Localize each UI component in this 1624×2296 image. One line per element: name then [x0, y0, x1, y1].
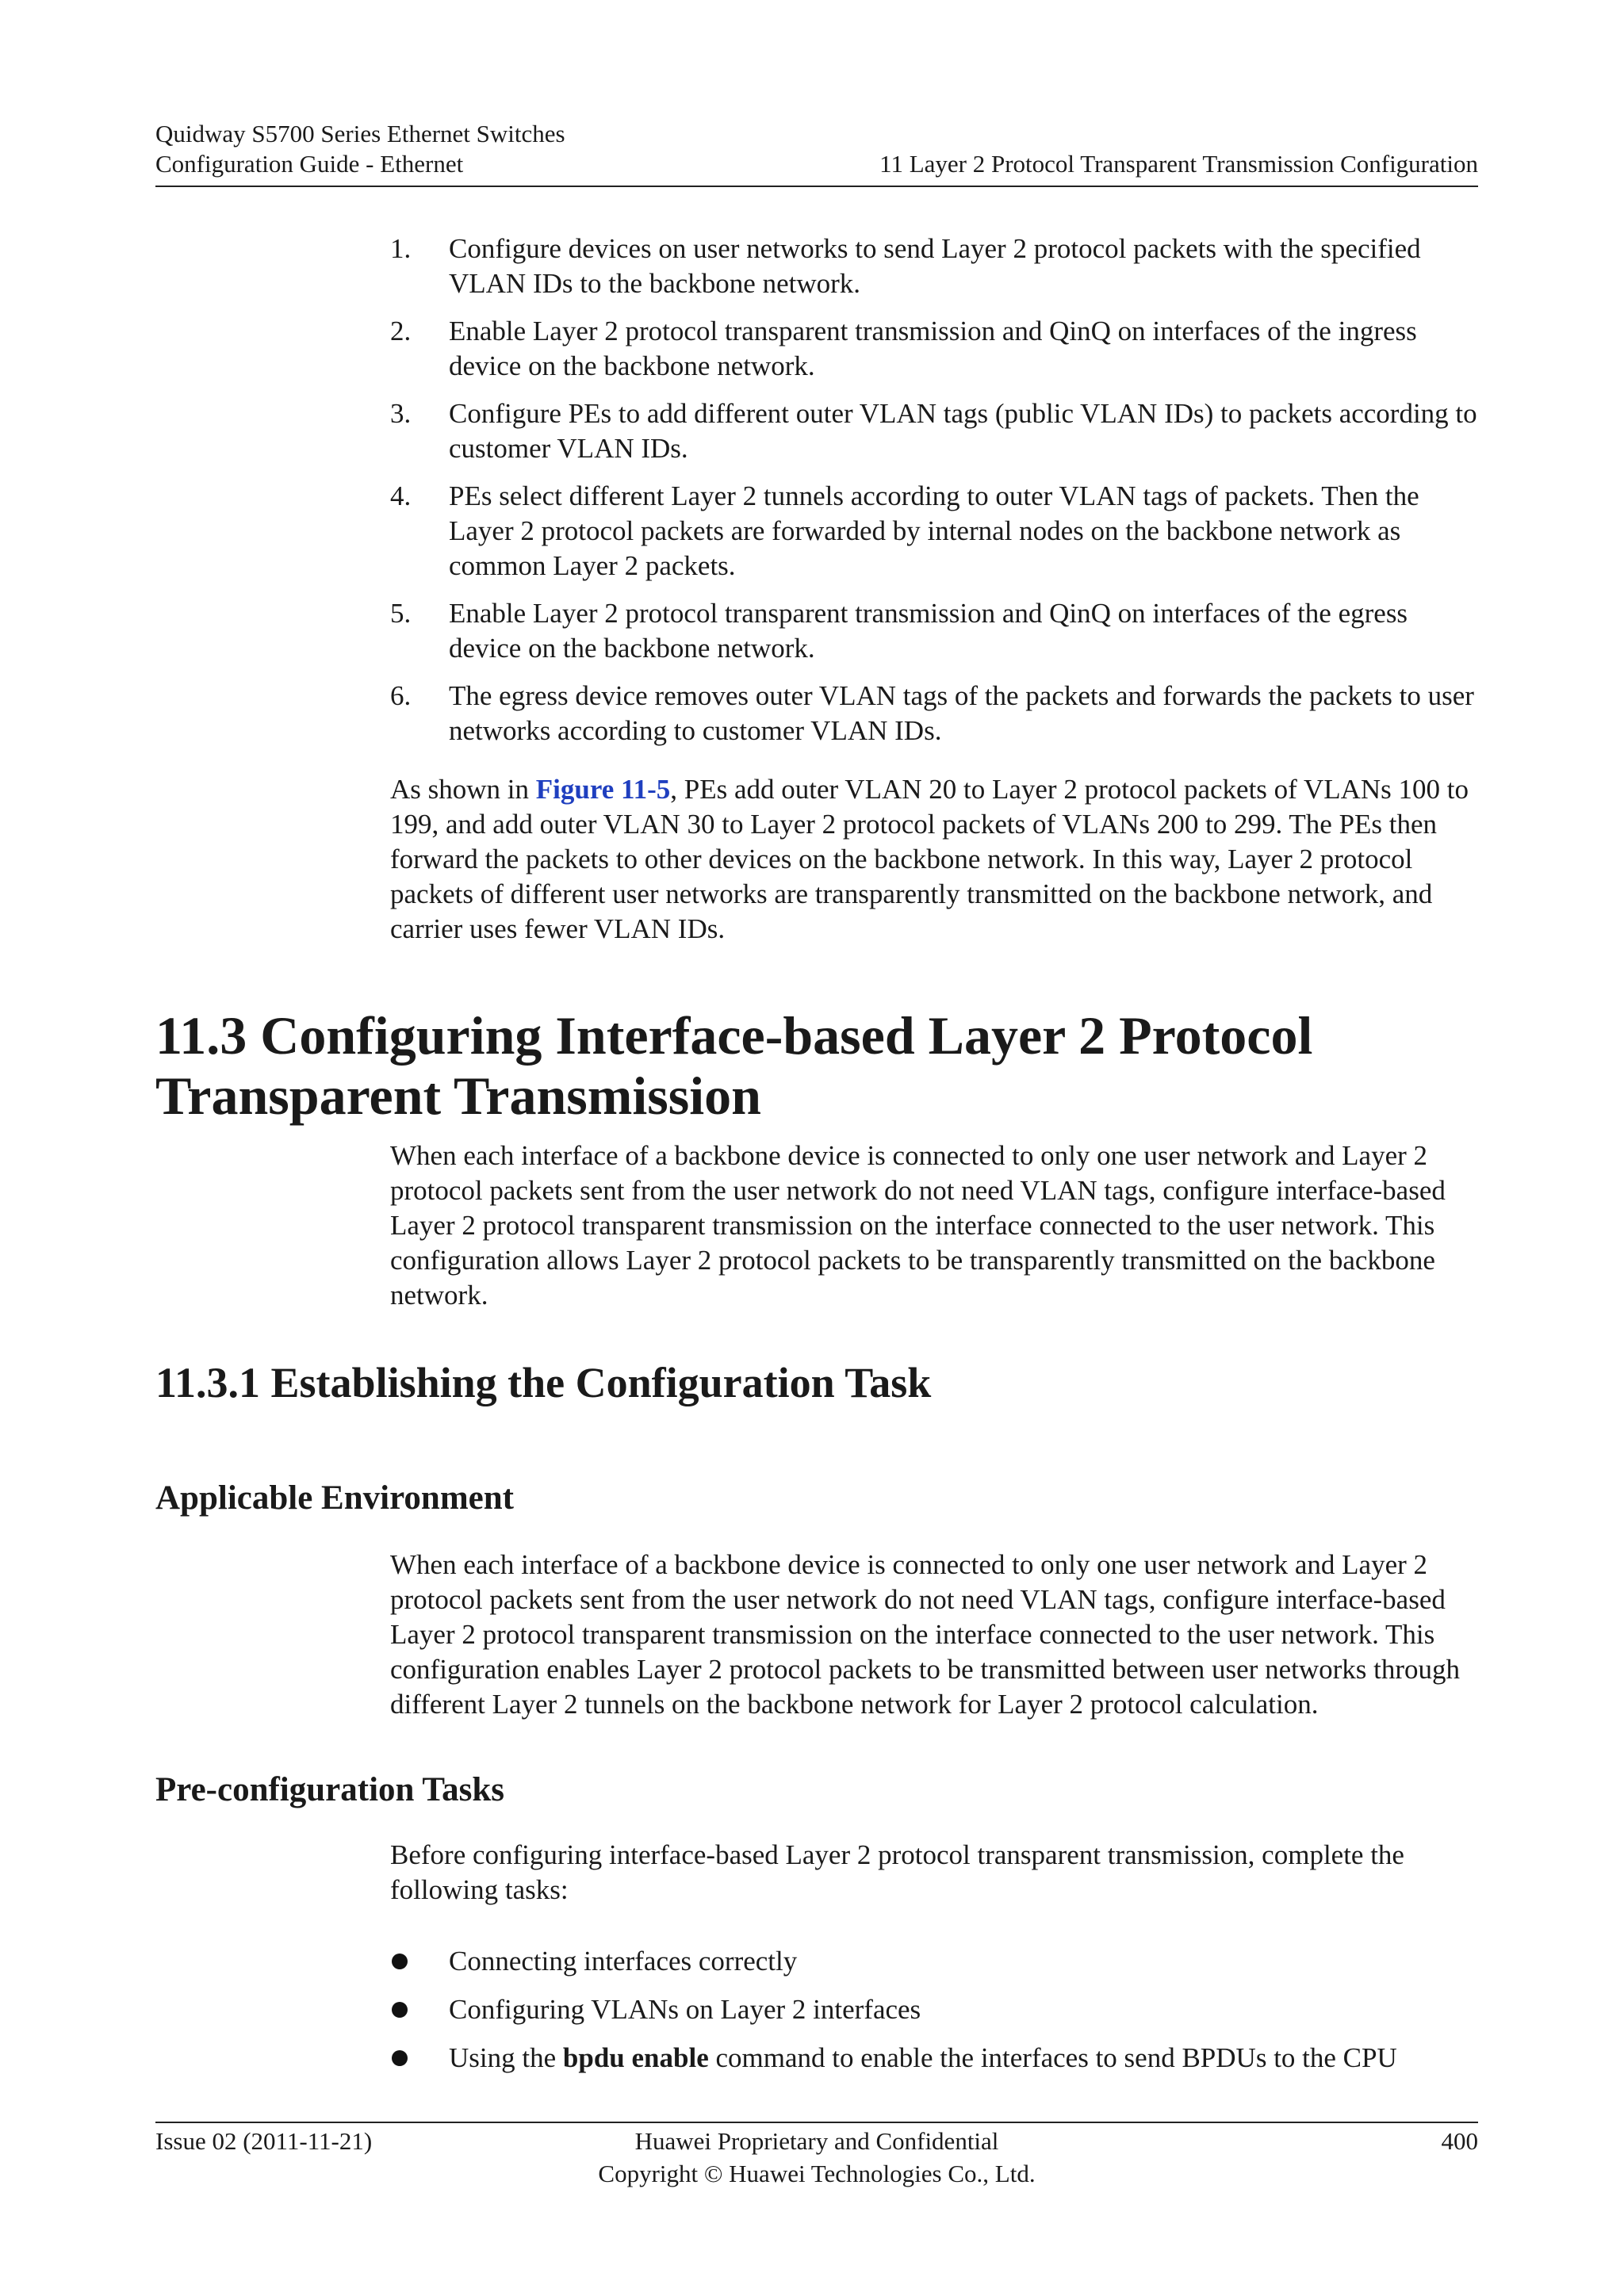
- bullet-text: [449, 2041, 1397, 2076]
- list-item: [390, 314, 1480, 384]
- bullet-suffix: command to enable the interfaces to send BPDUs to the CPU: [708, 2042, 1397, 2073]
- step-number: 1.: [390, 233, 412, 264]
- step-text: Enable Layer 2 protocol transparent transmission and QinQ on interfaces of the egress device on the backbone network.: [449, 598, 1408, 664]
- command-name: bpdu enable: [562, 2042, 709, 2073]
- section-title-line1: 11.3 Configuring Interface-based Layer 2 Protocol: [155, 1005, 1313, 1066]
- bullet-text: Connecting interfaces correctly: [449, 1946, 798, 1976]
- header-row: [155, 149, 1478, 179]
- subsection-title: 11.3.1 Establishing the Configuration Task: [155, 1359, 932, 1406]
- figure-link[interactable]: Figure 11-5: [535, 774, 671, 805]
- section-intro: [390, 1138, 1480, 1313]
- preconfig-paragraph: Before configuring interface-based Layer 2 protocol transparent transmission, complete the following tasks:: [390, 1839, 1404, 1905]
- footer-center: [155, 2125, 1478, 2190]
- applicable-paragraph: When each interface of a backbone device is connected to only one user network and Layer 2 protocol packets sent from the user network do not need VLAN tags, configure interface-based Layer 2 protocol transparent transmission on the interface connected to the user network. This configuration enables Layer 2 protocol packets to be transmitted between user networks through different Layer 2 tunnels on the backbone network for Layer 2 protocol calculation.: [390, 1549, 1461, 1720]
- footer-issue: Issue 02 (2011-11-21): [155, 2127, 373, 2155]
- step-number: 4.: [390, 480, 412, 511]
- bullet-icon: [390, 2041, 449, 2076]
- bullet-icon: [390, 1944, 449, 1979]
- header-guide: Configuration Guide - Ethernet: [155, 150, 464, 178]
- footer-divider: [155, 2122, 1478, 2123]
- section-title-line2: Transparent Transmission: [155, 1066, 761, 1126]
- step-text: Enable Layer 2 protocol transparent transmission and QinQ on interfaces of the ingress device on the backbone network.: [449, 316, 1417, 381]
- step-number: 5.: [390, 598, 412, 629]
- applicable-body: [390, 1548, 1480, 1722]
- bullet-text: Configuring VLANs on Layer 2 interfaces: [449, 1994, 921, 2025]
- step-number: 3.: [390, 398, 412, 429]
- applicable-title: Applicable Environment: [155, 1479, 514, 1517]
- header-chapter: 11 Layer 2 Protocol Transparent Transmission Configuration: [879, 150, 1478, 178]
- step-text: PEs select different Layer 2 tunnels according to outer VLAN tags of packets. Then the Layer 2 protocol packets are forwarded by internal nodes on the backbone network as common Layer 2 packets.: [449, 480, 1419, 581]
- list-item: [390, 1992, 1480, 2027]
- preconfig-bullets: [390, 1944, 1480, 2089]
- step-text: Configure devices on user networks to send Layer 2 protocol packets with the specified VLAN IDs to the backbone network.: [449, 233, 1421, 299]
- list-item: [390, 479, 1480, 584]
- list-item: [390, 396, 1480, 466]
- header-product: Quidway S5700 Series Ethernet Switches: [155, 120, 565, 147]
- step-number: 6.: [390, 680, 412, 711]
- header-divider: [155, 186, 1478, 187]
- list-item: [390, 1944, 1480, 1979]
- section-paragraph: When each interface of a backbone device is connected to only one user network and Layer 2 protocol packets sent from the user network do not need VLAN tags, configure interface-based Layer 2 protocol transparent transmission on the interface connected to the user network. This configuration allows Layer 2 protocol packets to be transparently transmitted on the backbone network.: [390, 1140, 1446, 1311]
- steps-list: [390, 232, 1480, 947]
- footer-confidential: Huawei Proprietary and Confidential: [634, 2127, 999, 2155]
- list-item: [390, 2041, 1480, 2076]
- preconfig-title: Pre-configuration Tasks: [155, 1771, 505, 1808]
- list-item: [390, 596, 1480, 666]
- intro-suffix: , PEs add outer VLAN 20 to Layer 2 protocol packets of VLANs 100 to 199, and add outer VLAN 30 to Layer 2 protocol packets of VLANs 200 to 299. The PEs then forward the packets to other devices on the backbone network. In this way, Layer 2 protocol packets of different user networks are transparently transmitted on the backbone network, and carrier uses fewer VLAN IDs.: [390, 774, 1469, 944]
- intro-prefix: As shown in: [390, 774, 536, 805]
- step-text: Configure PEs to add different outer VLAN tags (public VLAN IDs) to packets according to customer VLAN IDs.: [449, 398, 1477, 464]
- preconfig-body: [390, 1838, 1480, 1908]
- bullet-prefix: Using the: [449, 2042, 563, 2073]
- page-number: 400: [1441, 2127, 1478, 2155]
- page-header: [155, 119, 1478, 179]
- list-item: [390, 679, 1480, 748]
- step-text: The egress device removes outer VLAN tags of the packets and forwards the packets to user networks according to customer VLAN IDs.: [449, 680, 1474, 746]
- step-number: 2.: [390, 316, 412, 346]
- bullet-icon: [390, 1992, 449, 2027]
- intro-paragraph: [390, 772, 1480, 947]
- list-item: [390, 232, 1480, 301]
- section-title: [155, 1005, 1478, 1126]
- footer-copyright: Copyright © Huawei Technologies Co., Ltd.: [598, 2160, 1036, 2187]
